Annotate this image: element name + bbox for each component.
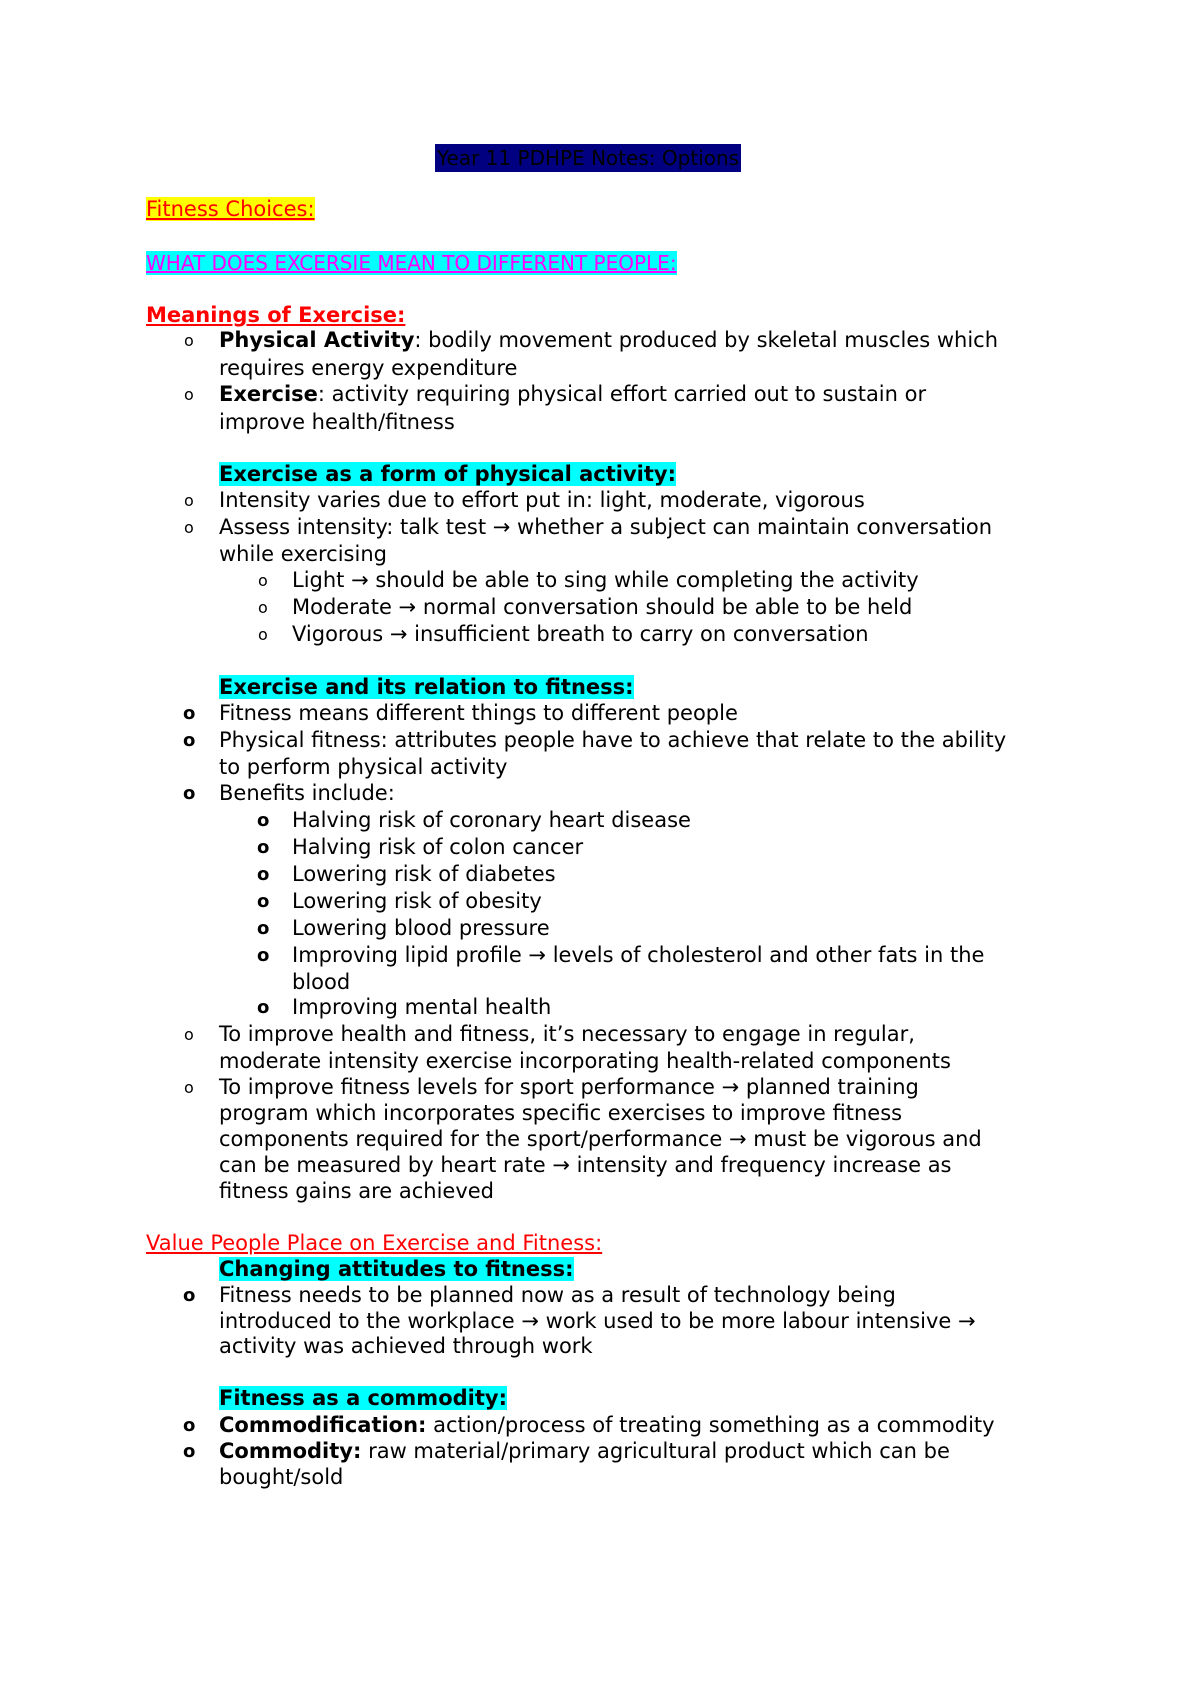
sub-bullet-icon: o (257, 997, 270, 1018)
list-item-cont: requires energy expenditure (219, 356, 518, 380)
fitness-choices-heading: Fitness Choices: (146, 197, 315, 221)
list-item: Benefits include: (219, 781, 395, 805)
list-item-cont: program which incorporates specific exercises to improve fitness (219, 1101, 903, 1125)
bullet-icon: o (183, 730, 196, 751)
sub-bullet-icon: o (257, 945, 270, 966)
sub-list-item: Improving mental health (292, 995, 552, 1019)
sub-list-item: Halving risk of colon cancer (292, 835, 584, 859)
sub-bullet-icon: o (258, 625, 268, 644)
sub-list-item: Moderate → normal conversation should be able to be held (292, 595, 913, 619)
bullet-icon: o (184, 518, 194, 537)
list-item-cont: bought/sold (219, 1465, 344, 1489)
list-item: Assess intensity: talk test → whether a subject can maintain conversation (219, 515, 993, 539)
sub-bullet-icon: o (258, 598, 268, 617)
list-item: Commodification: action/process of treating something as a commodity (219, 1413, 995, 1437)
list-item-cont: moderate intensity exercise incorporating health-related components (219, 1049, 951, 1073)
sub-list-item: Lowering risk of obesity (292, 889, 542, 913)
sub-bullet-icon: o (258, 571, 268, 590)
list-item: Commodity: raw material/primary agricultural product which can be (219, 1439, 950, 1463)
sub-bullet-icon: o (257, 918, 270, 939)
sub-bullet-icon: o (257, 864, 270, 885)
list-item-cont: while exercising (219, 542, 387, 566)
bullet-icon: o (183, 1415, 196, 1436)
list-item-cont: activity was achieved through work (219, 1334, 593, 1358)
list-item: Physical Activity: bodily movement produced by skeletal muscles which (219, 328, 999, 352)
changing-heading: Changing attitudes to fitness: (219, 1257, 574, 1281)
value-heading: Value People Place on Exercise and Fitness: (146, 1231, 603, 1255)
bullet-icon: o (184, 1078, 194, 1097)
sub-list-item-cont: blood (292, 970, 351, 994)
list-item-cont: fitness gains are achieved (219, 1179, 494, 1203)
list-item: To improve fitness levels for sport performance → planned training (219, 1075, 919, 1099)
sub-list-item: Improving lipid profile → levels of cholesterol and other fats in the (292, 943, 985, 967)
sub-bullet-icon: o (257, 891, 270, 912)
bullet-icon: o (184, 1025, 194, 1044)
list-item-cont: improve health/fitness (219, 410, 455, 434)
commodity-heading: Fitness as a commodity: (219, 1386, 507, 1410)
relation-heading: Exercise and its relation to fitness: (219, 675, 634, 699)
bullet-icon: o (183, 1285, 196, 1306)
what-does-heading: WHAT DOES EXCERSIE MEAN TO DIFFERENT PEOPLE: (146, 251, 677, 275)
sub-list-item: Lowering blood pressure (292, 916, 550, 940)
meanings-heading: Meanings of Exercise: (146, 303, 406, 327)
sub-list-item: Vigorous → insufficient breath to carry on conversation (292, 622, 869, 646)
sub-list-item: Halving risk of coronary heart disease (292, 808, 691, 832)
list-item: Fitness needs to be planned now as a result of technology being (219, 1283, 896, 1307)
list-item-cont: components required for the sport/performance → must be vigorous and (219, 1127, 982, 1151)
sub-list-item: Light → should be able to sing while completing the activity (292, 568, 919, 592)
bullet-icon: o (183, 783, 196, 804)
list-item-cont: introduced to the workplace → work used to be more labour intensive → (219, 1309, 976, 1333)
bullet-icon: o (184, 491, 194, 510)
list-item: Physical fitness: attributes people have to achieve that relate to the ability (219, 728, 1007, 752)
sub-list-item: Lowering risk of diabetes (292, 862, 556, 886)
list-item: Fitness means different things to different people (219, 701, 738, 725)
bullet-icon: o (183, 703, 196, 724)
list-item-cont: to perform physical activity (219, 755, 508, 779)
list-item: To improve health and fitness, it’s necessary to engage in regular, (219, 1022, 915, 1046)
list-item: Intensity varies due to effort put in: light, moderate, vigorous (219, 488, 865, 512)
sub-bullet-icon: o (257, 810, 270, 831)
list-item: Exercise: activity requiring physical effort carried out to sustain or (219, 382, 927, 406)
bullet-icon: o (184, 331, 194, 350)
bullet-icon: o (184, 385, 194, 404)
form-heading: Exercise as a form of physical activity: (219, 462, 677, 486)
sub-bullet-icon: o (257, 837, 270, 858)
page-title: Year 11 PDHPE Notes: Options (437, 146, 740, 170)
list-item-cont: can be measured by heart rate → intensity and frequency increase as (219, 1153, 952, 1177)
bullet-icon: o (183, 1441, 196, 1462)
